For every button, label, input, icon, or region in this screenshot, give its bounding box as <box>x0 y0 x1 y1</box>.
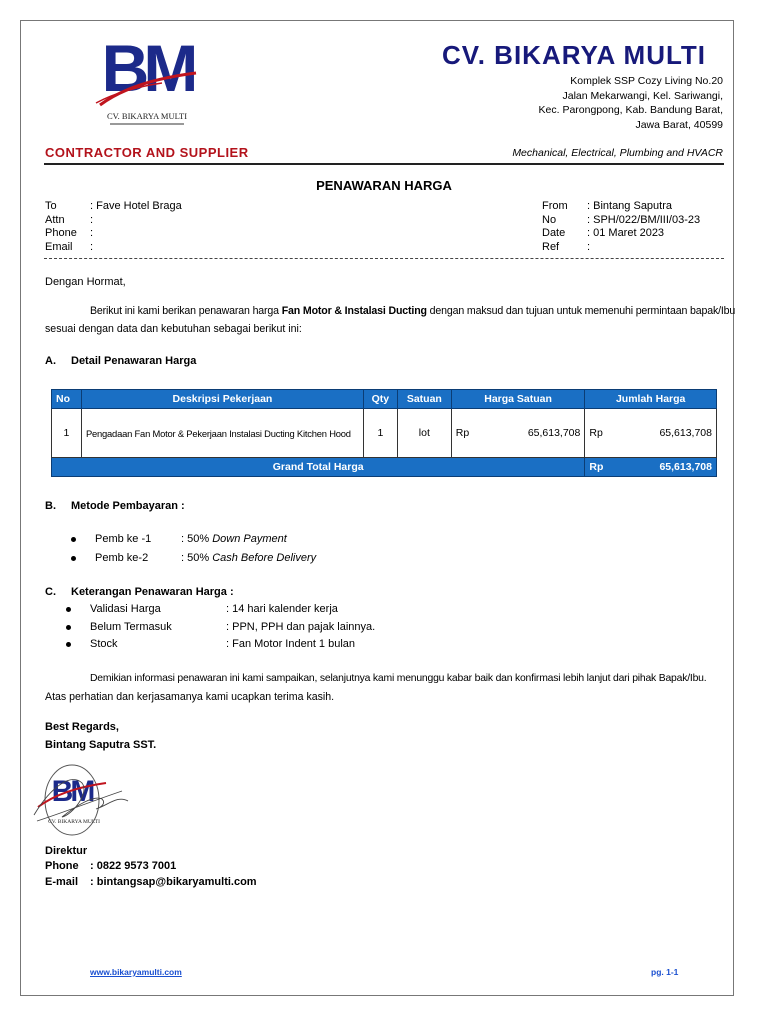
address-line: Jawa Barat, 40599 <box>635 118 723 131</box>
price-amount: 65,613,708 <box>527 427 581 439</box>
attn-value: : <box>90 213 94 226</box>
col-header-unit: Satuan <box>397 390 451 409</box>
cell-total <box>585 409 717 458</box>
ref-label: Ref <box>542 240 560 253</box>
info-divider <box>44 258 724 259</box>
from-value: : Bintang Saputra <box>587 200 673 212</box>
from-label: From <box>542 200 568 212</box>
section-b-heading <box>45 500 185 512</box>
greeting: Dengan Hormat, <box>45 276 126 288</box>
payment-label: Pemb ke-2 <box>95 552 149 564</box>
table-header-row <box>52 390 717 409</box>
phone-label: Phone <box>45 227 77 239</box>
company-logo <box>92 33 202 131</box>
date-label: Date <box>542 227 566 239</box>
bullet-icon <box>71 537 76 542</box>
document-title: PENAWARAN HARGA <box>316 178 452 193</box>
address-line: Kec. Parongpong, Kab. Bandung Barat, <box>538 104 723 116</box>
cell-no: 1 <box>52 409 82 458</box>
signer-position: Direktur <box>45 845 88 857</box>
email-label: Email <box>45 240 73 253</box>
address-line: Jalan Mekarwangi, Kel. Sariwangi, <box>562 89 723 102</box>
to-label: To <box>45 200 57 212</box>
table-row <box>52 409 717 458</box>
price-table <box>51 389 717 477</box>
notes-label: Belum Termasuk <box>90 621 172 633</box>
company-name: CV. BIKARYA MULTI <box>442 40 707 70</box>
no-value: : SPH/022/BM/III/03-23 <box>587 213 701 226</box>
page-number: pg. 1-1 <box>651 967 679 977</box>
section-c-letter: C. <box>45 586 56 598</box>
intro-highlight: Fan Motor & Instalasi Ducting <box>281 305 427 317</box>
phone-value: : <box>90 227 94 239</box>
email-value: : <box>90 240 94 253</box>
cell-qty: 1 <box>363 409 397 458</box>
intro-text: Berikut ini kami berikan penawaran harga <box>90 305 282 317</box>
stamp-logo: BM <box>51 775 93 808</box>
notes-item <box>66 603 338 615</box>
bullet-icon <box>71 556 76 561</box>
notes-value: : 14 hari kalender kerja <box>226 603 338 615</box>
company-address <box>539 74 723 132</box>
section-a-letter: A. <box>45 355 56 367</box>
signer-phone-value: : 0822 9573 7001 <box>90 860 177 872</box>
cell-unit: lot <box>397 409 451 458</box>
signer-phone <box>45 860 176 872</box>
notes-value: : Fan Motor Indent 1 bulan <box>226 638 356 650</box>
signer-email-label: E-mail <box>45 876 79 888</box>
notes-item <box>66 638 355 650</box>
signer-email-value: : bintangsap@bikaryamulti.com <box>90 876 257 888</box>
sender-block <box>542 200 700 254</box>
website-link[interactable]: www.bikaryamulti.com <box>90 967 182 977</box>
payment-item <box>71 533 287 545</box>
date-value: : 01 Maret 2023 <box>587 227 665 239</box>
col-header-desc: Deskripsi Pekerjaan <box>81 390 363 409</box>
section-a-heading <box>45 355 196 367</box>
section-b-title: Metode Pembayaran : <box>71 500 185 512</box>
cell-desc: Pengadaan Fan Motor & Pekerjaan Instalasi Ducting Kitchen Hood <box>81 409 363 458</box>
grand-total-cell <box>585 458 717 477</box>
no-label: No <box>542 213 557 226</box>
company-stamp <box>32 755 132 840</box>
bullet-icon <box>66 625 71 630</box>
payment-term: Down Payment <box>212 533 287 545</box>
header-divider <box>44 163 724 165</box>
notes-label: Stock <box>90 638 118 650</box>
closing-paragraph <box>45 670 725 706</box>
section-a-title: Detail Penawaran Harga <box>71 355 197 367</box>
cell-price <box>451 409 585 458</box>
signer-email <box>45 876 257 888</box>
logo-letters: BM <box>101 33 193 105</box>
signer-phone-label: Phone <box>45 860 79 872</box>
closing-line-1: Demikian informasi penawaran ini kami sampaikan, selanjutnya kami menunggu kabar baik dan konfirmasi lebih lanjut dari pihak Bapak/Ibu. <box>90 673 707 684</box>
section-b-letter: B. <box>45 500 56 512</box>
ref-value: : <box>587 240 591 253</box>
address-line: Komplek SSP Cozy Living No.20 <box>570 75 723 87</box>
intro-text-end: dengan maksud dan tujuan untuk memenuhi permintaan bapak/Ibu <box>426 305 736 317</box>
col-header-total: Jumlah Harga <box>585 390 717 409</box>
bullet-icon <box>66 607 71 612</box>
payment-item <box>71 552 316 564</box>
payment-sep: : 50% <box>181 552 213 564</box>
payment-term: Cash Before Delivery <box>212 552 317 564</box>
to-value: : Fave Hotel Braga <box>90 200 182 212</box>
attn-label: Attn <box>45 213 65 226</box>
col-header-no: No <box>52 390 82 409</box>
contractor-label: CONTRACTOR AND SUPPLIER <box>45 145 249 160</box>
grand-total-label: Grand Total Harga <box>52 458 585 477</box>
col-header-qty: Qty <box>363 390 397 409</box>
regards: Best Regards, <box>45 721 119 733</box>
company-tagline: Mechanical, Electrical, Plumbing and HVACR <box>512 147 723 159</box>
closing-line-2: Atas perhatian dan kerjasamanya kami ucapkan terima kasih. <box>45 691 335 703</box>
signer-name: Bintang Saputra SST. <box>45 739 157 751</box>
payment-sep: : 50% <box>181 533 213 545</box>
payment-label: Pemb ke -1 <box>95 533 152 545</box>
intro-paragraph <box>45 302 736 338</box>
recipient-block <box>45 200 182 254</box>
bullet-icon <box>66 642 71 647</box>
total-currency: Rp <box>589 427 603 439</box>
col-header-price: Harga Satuan <box>451 390 585 409</box>
stamp-caption: CV. BIKARYA MULTI <box>48 819 100 825</box>
notes-item <box>66 621 375 633</box>
total-amount: 65,613,708 <box>659 427 712 439</box>
notes-label: Validasi Harga <box>90 603 161 615</box>
price-currency: Rp <box>455 427 470 439</box>
intro-line-2: sesuai dengan data dan kebutuhan sebagai berikut ini: <box>45 323 302 335</box>
grand-total-amount: 65,613,708 <box>659 461 712 473</box>
section-c-heading <box>45 586 234 598</box>
section-c-title: Keterangan Penawaran Harga : <box>71 586 234 598</box>
grand-total-currency: Rp <box>589 461 604 473</box>
logo-caption: CV. BIKARYA MULTI <box>106 111 188 121</box>
notes-value: : PPN, PPH dan pajak lainnya. <box>226 621 376 633</box>
grand-total-row <box>52 458 717 477</box>
